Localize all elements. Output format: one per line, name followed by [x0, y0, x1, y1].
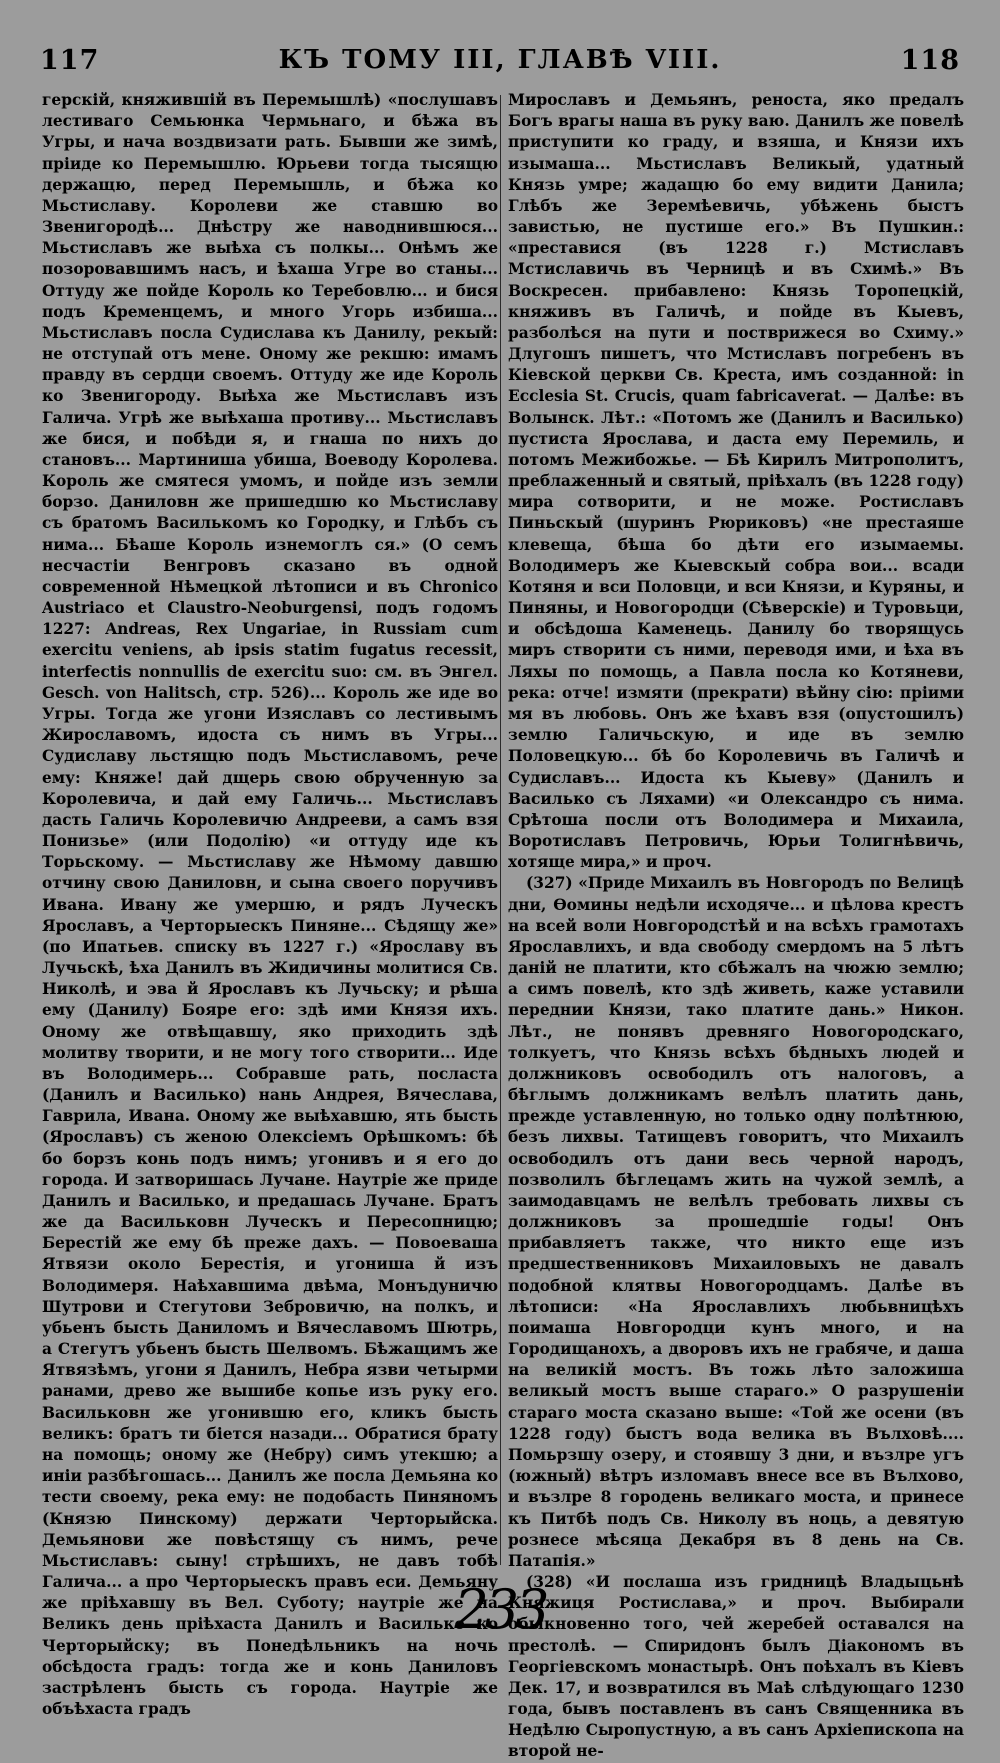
chapter-title: КЪ ТОМУ III, ГЛАВѢ VIII.	[278, 45, 722, 75]
left-column	[42, 90, 498, 1719]
note-327-paragraph: (327) «Приде Михаилъ въ Новгородъ по Велицѣ дни, Ѳомины недѣли исходяче... и цѣлова крестъ на всей воли Новгородстѣй и на всѣхъ грамотахъ Ярославлихъ, и вда свободу смердомъ на 5 лѣтъ даній не платити, кто сбѣжалъ на чюжю землю; а симъ повелѣ, кто здѣ живеть, каже уставили переднии Князи, тако платите дань.» Никон. Лѣт., не понявъ древняго Новогородскаго, толкуетъ, что Князь всѣхъ бѣдныхъ людей и должниковъ освободилъ отъ налоговъ, а бѣглымъ должникамъ велѣлъ платить дань, прежде уставленную, но только одну полѣтнюю, безъ лихвы. Татищевъ говоритъ, что Михаилъ освободилъ отъ дани весь черной народъ, позволилъ бѣглецамъ жить на чужой землѣ, а заимодавцамъ не велѣлъ требовать лихвы съ должниковъ за прошедшіе годы! Онъ прибавляетъ также, что никто еще изъ предшественниковъ Михаиловыхъ не давалъ подобной клятвы Новогородцамъ. Далѣе въ лѣтописи: «На Ярославлихъ любьвницѣхъ поимаша Новгородци кунъ много, и на Городищанохъ, а дворовъ ихъ не грабяче, и даша на великій мостъ. Въ тожь лѣто заложиша великый мостъ выше стараго.» О разрушеніи стараго моста сказано выше: «Той же осени (въ 1228 году) быстъ вода велика въ Вълховѣ.... Помьрзшу озеру, и стоявшу 3 дни, и възлре угъ (южный) вѣтръ изломавъ внесе все въ Вълхово, и възлре 8 городень великаго моста, и принесе къ Питбѣ подъ Св. Николу въ ноць, а девятую рознесе мѣсяца Декабря въ 8 день на Св. Патапія.»	[508, 874, 964, 1570]
note-328-paragraph: (328) «И послаша изъ гридницѣ Владыцьнѣ Княжиця Ростислава,» и проч. Выбирали обыкновенно того, чей жеребей оставался на престолѣ. — Спиридонъ былъ Діакономъ въ Георгіевскомъ монастырѣ. Онъ поѣхалъ въ Кіевъ Дек. 17, и возвратился въ Маѣ слѣдующаго 1230 года, бывъ поставленъ въ санъ Священника въ Недѣлю Сыропустную, а въ санъ Архіепископа на второй не-	[508, 1573, 964, 1761]
left-page-number: 117	[40, 44, 100, 76]
right-column	[508, 90, 964, 1761]
left-column-paragraph: герскій, княжившій въ Перемышлѣ) «послушавъ лестиваго Семьюнка Чермьнаго, и бѣжа въ Угры, и нача воздвизати рать. Бывши же зимѣ, пріиде ко Перемышлю. Юрьеви тогда тысящю держащю, перед Перемышль, и бѣжа ко Мьстиславу. Королеви же ставшю во Звенигородѣ... Днѣстру же наводнившюся... Мьстиславъ же выѣха съ полкы... Онѣмъ же позоровавшимъ насъ, и ѣхаша Угре во станы... Оттуду же пойде Король ко Теребовлю... и бися подъ Кременцемъ, и много Угорь избиша... Мьстиславъ посла Судислава къ Данилу, рекый: не отступай отъ мене. Оному же рекшю: имамъ правду въ сердци своемъ. Оттуду же иде Король ко Звенигороду. Выѣха же Мьстиславъ изъ Галича. Угрѣ же выѣхаша противу... Мьстиславъ же бися, и побѣди я, и гнаша по нихъ до становъ... Мартиниша убиша, Воеводу Королева. Король же смятеся умомъ, и пойде изъ земли борзо. Даниловн же пришедшю ко Мьстиславу съ братомъ Василькомъ ко Городку, и Глѣбъ съ нима... Бѣаше Король изнемоглъ ся.» (О семъ несчастіи Венгровъ сказано въ одной современной Нѣмецкой лѣтописи и въ Chronico Austriaco et Claustro-Neoburgensi, подъ годомъ 1227: Andreas, Rex Ungariae, in Russiam cum exercitu veniens, ab ipsis statim fugatus recessit, interfectis nonnullis de exercitu suo: см. въ Энгел. Gesch. von Halitsch, стр. 526)... Король же иде во Угры. Тогда же угони Изяславъ со лестивымъ Жирославомъ, идоста съ нимъ въ Угры... Судиславу льстящю подъ Мьстиславомъ, рече ему: Княже! дай дщерь свою обрученную за Королевича, и дай ему Галичь... Мьстиславъ дасть Галичь Королевичю Андрееви, а самъ взя Понизье» (или Подолію) «и оттуду иде къ Торьскому. — Мьстиславу же Нѣмому давшю отчину свою Даниловн, и сына своего поручивъ Ивана. Ивану же умершю, и рядъ Луческъ Ярославъ, а Черторыескъ Пиняне... Сѣдящу же» (по Ипатьев. списку въ 1227 г.) «Ярославу въ Лучьскѣ, ѣха Данилъ въ Жидичины молитися Св. Николѣ, и эва й Ярославъ къ Лучьску; и рѣша ему (Данилу) Бояре его: здѣ ими Князя ихъ. Оному же отвѣщавшу, яко приходить здѣ молитву творити, и не могу того створити... Иде въ Володимерь... Собравше рать, посласта (Данилъ и Василько) нань Андрея, Вячеслава, Гаврила, Ивана. Оному же выѣхавшю, ять бысть (Ярославъ) съ женою Олексіемъ Орѣшкомъ: бѣ бо борзъ конь подъ нимъ; угонивъ и я его до города. И затворишась Лучане. Наутріе же приде Данилъ и Василько, и предашась Лучане. Братъ же да Васильковн Луческъ и Пересопницю; Берестій же ему бѣ преже дахъ. — Повоеваша Ятвязи около Берестія, и угониша й изъ Володимеря. Наѣхавшима двѣма, Монъдуничю Шутрови и Стегутови Зебровичю, на полкъ, и убьенъ бысть Даниломъ и Вячеславомъ Шютрь, а Стегутъ убьенъ бысть Шелвомъ. Бѣжащимъ же Ятвязѣмъ, угони я Данилъ, Небра язви четырми ранами, древо же вышибе копье изъ руку его. Васильковн же угонившю его, кликъ бысть великъ: братъ ти біется назади... Обратися брату на помощь; оному же (Небру) симъ утекшю; а иніи разбѣгошась... Данилъ же посла Демьяна ко тести своему, река ему: не подобасть Пиняномъ (Князю Пинскому) держати Черторыйска. Демьянови же повѣстящу съ нимъ, рече Мьстиславъ: сыну! стрѣшихъ, не давъ тобѣ Галича... а про Черторыескъ правъ еси. Демьяну же пріѣхавшу въ Вел. Суботу; наутріе же на Великъ день пріѣхаста Данилъ и Василько ко Черторыйску; въ Понедѣльникъ на ночь обсѣдоста градъ: тогда же и конь Даниловъ застрѣленъ бысть съ города. Наутріе же объѣхаста градъ	[42, 91, 498, 1719]
right-page-number: 118	[900, 44, 960, 76]
handwritten-page-number: 233	[454, 1578, 546, 1641]
right-column-paragraph: Мирославъ и Демьянъ, реноста, яко предалъ Богъ врагы наша въ руку ваю. Данилъ же повелѣ приступити ко граду, и взяша, и Князи ихъ изымаша... Мьстиславъ Великый, удатный Князь умре; жадащю бо ему видити Данила; Глѣбъ же Зеремѣевичь, убѣжень быстъ завистью, не пустише его.» Въ Пушкин.: «преставися (въ 1228 г.) Мстиславъ Мстиславичь въ Черницѣ и въ Схимѣ.» Въ Воскресен. прибавлено: Князь Торопецкій, княживъ въ Галичѣ, и пойде въ Кыевъ, разболѣся на пути и постврижеся во Схиму.» Длугошъ пишетъ, что Мстиславъ погребенъ въ Кіевской церкви Св. Креста, имъ созданной: in Ecclesia St. Crucis, quam fabricaverat. — Далѣе: въ Волынск. Лѣт.: «Потомъ же (Данилъ и Василько) пустиста Ярослава, и даста ему Перемиль, и потомъ Межибожье. — Бѣ Кирилъ Митрополитъ, преблаженный и святый, пріѣхалъ (въ 1228 году) мира сотворити, и не може. Ростиславъ Пиньскый (шуринъ Рюриковъ) «не престаяше клевеща, бѣша бо дѣти его изымаемы. Володимеръ же Кыевскый собра вои... всади Котяня и вси Половци, и вси Князи, и Куряны, и Пиняны, и Новогородци (Сѣверскіе) и Туровьци, и обсѣдоша Каменець. Данилу бо творящусь миръ створити съ ними, переводя ими, и ѣха въ Ляхы по помощь, а Павла посла ко Котяневи, река: отче! измяти (прекрати) вѣйну сію: пріими мя въ любовь. Онъ же ѣхавъ взя (опустошилъ) землю Галичьскую, и иде въ землю Половецкую... бѣ бо Королевичь въ Галичѣ и Судиславъ... Идоста къ Кыеву» (Данилъ и Василько съ Ляхами) «и Олександро съ нима. Срѣтоша посли отъ Володимера и Михаила, Воротиславъ Петровичь, Юрьи Толигнѣвичь, хотяще мира,» и проч.	[508, 91, 964, 872]
running-header	[40, 40, 960, 80]
column-divider	[500, 95, 501, 1565]
